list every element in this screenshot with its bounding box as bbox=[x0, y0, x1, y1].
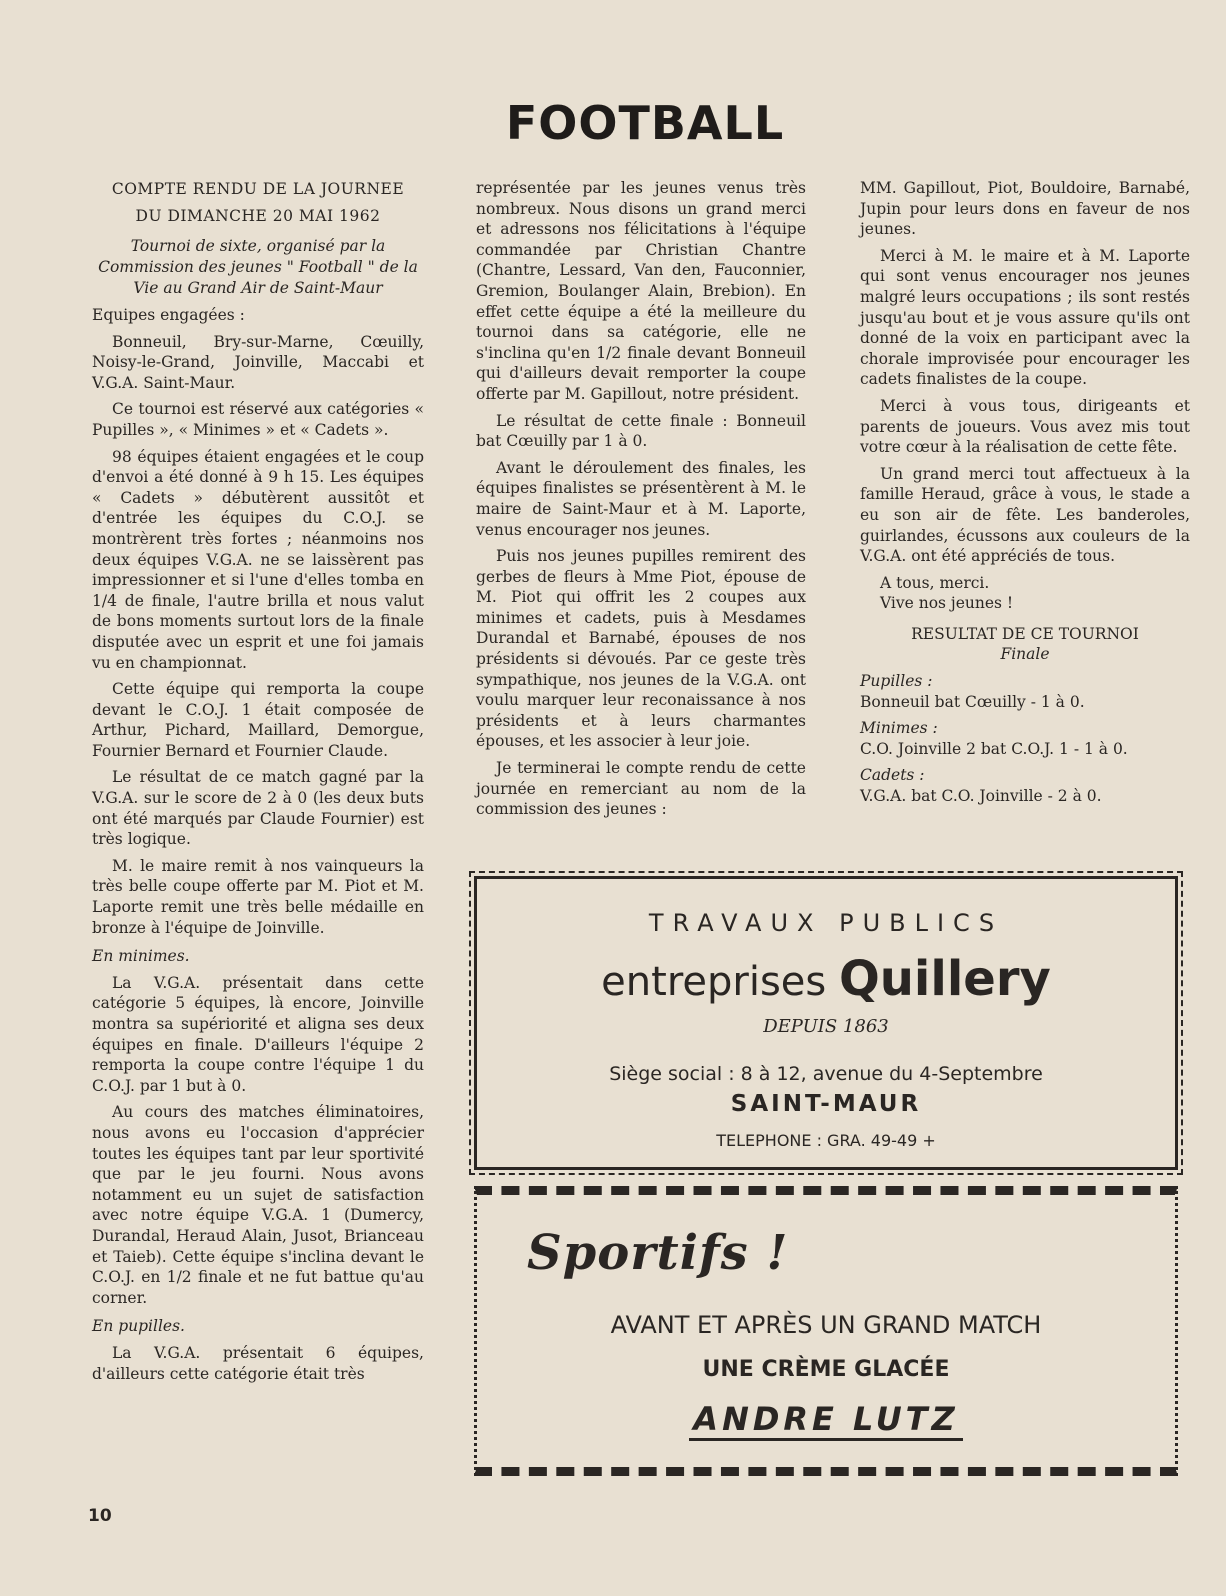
paragraph: représentée par les jeunes venus très nombreux. Nous disons un grand merci et adressons nos félicitations à l'équipe commandée par Christian Chantre (Chantre, Lessard, Van den, Fauconnier, Gremion, Boulanger Alain, Brebion). En effet cette équipe a été la meilleure du tournoi dans sa catégorie, elle ne s'inclina qu'en 1/2 finale devant Bonneuil qui d'ailleurs devait remporter la coupe offerte par M. Gapillout, notre président. bbox=[476, 179, 806, 403]
ad-since: DEPUIS 1863 bbox=[763, 1016, 889, 1037]
section-heading: En pupilles. bbox=[92, 1317, 185, 1336]
page-number: 10 bbox=[88, 1506, 112, 1526]
column-1 bbox=[92, 176, 424, 1390]
result-heading: RESULTAT DE CE TOURNOI bbox=[911, 624, 1139, 643]
paragraph: Bonneuil, Bry-sur-Marne, Cœuilly, Noisy-le-Grand, Joinville, Maccabi et V.G.A. Saint-Maur. bbox=[92, 332, 424, 392]
result-line: Bonneuil bat Cœuilly - 1 à 0. bbox=[860, 692, 1085, 711]
paragraph: Equipes engagées : bbox=[92, 306, 245, 324]
paragraph: 98 équipes étaient engagées et le coup d'envoi a été donné à 9 h 15. Les équipes « Cadets » débutèrent aussitôt et d'entrée les équipes du C.O.J. se montrèrent très fortes ; néanmoins nos deux équipes V.G.A. ne se laissèrent pas impressionner et si l'une d'elles tomba en 1/4 de finale, l'autre brilla et nous valut de bons moments surtout lors de la finale disputée avec un esprit et une foi jamais vu en championnat. bbox=[92, 447, 424, 672]
ad-company-prefix: entreprises bbox=[601, 959, 827, 1005]
ad-tagline: AVANT ET APRÈS UN GRAND MATCH bbox=[610, 1311, 1042, 1339]
ad-city: SAINT-MAUR bbox=[730, 1091, 922, 1117]
quillery-advertisement bbox=[474, 876, 1178, 1170]
result-subheading: Finale bbox=[1000, 645, 1050, 664]
page-title: FOOTBALL bbox=[505, 96, 785, 150]
ad-company bbox=[477, 951, 1175, 1007]
paragraph: Cette équipe qui remporta la coupe devant le C.O.J. 1 était composée de Arthur, Pichard, Maillard, Demorgue, Fournier Bernard et Fournier Claude. bbox=[92, 680, 424, 760]
ad-phone: TELEPHONE : GRA. 49-49 + bbox=[716, 1131, 936, 1150]
paragraph: Le résultat de ce match gagné par la V.G.A. sur le score de 2 à 0 (les deux buts ont été marqués par Claude Fournier) est très logique. bbox=[92, 768, 424, 849]
result-category: Cadets : bbox=[860, 766, 925, 785]
paragraph: Au cours des matches éliminatoires, nous avons eu l'occasion d'apprécier toutes les équipes tant par leur sportivité que par le jeu fourni. Nous avons notamment eu un sujet de satisfaction avec notre équipe V.G.A. 1 (Dumercy, Durandal, Heraud Alain, Jusot, Brianceau et Taieb). Cette équipe s'inclina devant le C.O.J. en 1/2 finale et ne fut battue qu'au corner. bbox=[92, 1103, 424, 1307]
paragraph: Vive nos jeunes ! bbox=[880, 594, 1014, 613]
paragraph: La V.G.A. présentait 6 équipes, d'ailleurs cette catégorie était très bbox=[92, 1343, 424, 1383]
result-line: V.G.A. bat C.O. Joinville - 2 à 0. bbox=[860, 787, 1102, 806]
ad-address: Siège social : 8 à 12, avenue du 4-Septembre bbox=[609, 1063, 1043, 1085]
paragraph: Je terminerai le compte rendu de cette journée en remerciant au nom de la commission des jeunes : bbox=[476, 759, 806, 819]
paragraph: A tous, merci. bbox=[880, 573, 990, 592]
paragraph: Merci à M. le maire et à M. Laporte qui sont venus encourager nos jeunes malgré leurs occupations ; ils sont restés jusqu'au bout et je vous assure qu'ils ont donné de la voix en participant avec la chorale improvisée pour encourager les cadets finalistes de la coupe. bbox=[860, 246, 1190, 389]
section-heading: En minimes. bbox=[92, 947, 190, 966]
paragraph: Avant le déroulement des finales, les équipes finalistes se présentèrent à M. le maire de Saint-Maur et à M. Laporte, venus encourager nos jeunes. bbox=[476, 458, 806, 539]
result-category: Minimes : bbox=[860, 719, 938, 738]
result-line: C.O. Joinville 2 bat C.O.J. 1 - 1 à 0. bbox=[860, 739, 1128, 758]
paragraph: La V.G.A. présentait dans cette catégorie 5 équipes, là encore, Joinville montra sa supériorité et aligna ses deux équipes en finale. D'ailleurs l'équipe 2 remporta la coupe contre l'équipe 1 du C.O.J. par 1 but à 0. bbox=[92, 973, 424, 1095]
column-2 bbox=[476, 178, 806, 826]
ice-cream-advertisement bbox=[474, 1186, 1178, 1476]
paragraph: Un grand merci tout affectueux à la famille Heraud, grâce à vous, le stade a eu son air de fête. Les banderoles, guirlandes, écussons aux couleurs de la V.G.A. ont été appréciés de tous. bbox=[860, 464, 1190, 566]
paragraph: MM. Gapillout, Piot, Bouldoire, Barnabé, Jupin pour leurs dons en faveur de nos jeunes. bbox=[860, 179, 1190, 239]
paragraph: Ce tournoi est réservé aux catégories « Pupilles », « Minimes » et « Cadets ». bbox=[92, 400, 424, 439]
report-heading-line2: DU DIMANCHE 20 MAI 1962 bbox=[135, 207, 381, 225]
result-category: Pupilles : bbox=[860, 672, 933, 691]
ad-brand-script: Sportifs ! bbox=[527, 1225, 789, 1281]
report-heading-line1: COMPTE RENDU DE LA JOURNEE bbox=[111, 180, 405, 198]
paragraph: Puis nos jeunes pupilles remirent des gerbes de fleurs à Mme Piot, épouse de M. Piot qui offrit les 2 coupes aux minimes et cadets, puis à Mesdames Durandal et Barnabé, épouses de nos présidents si dévoués. Par ce geste très sympathique, nos jeunes de la V.G.A. ont voulu marquer leur reconaissance à nos présidents et à leurs charmantes épouses, et les associer à leur joie. bbox=[476, 547, 806, 751]
ad-maker bbox=[477, 1400, 1175, 1438]
ad-product: UNE CRÈME GLACÉE bbox=[702, 1357, 950, 1382]
column-3 bbox=[860, 178, 1190, 807]
ad-headline: TRAVAUX PUBLICS bbox=[648, 909, 1004, 937]
ad-maker-name: ANDRE LUTZ bbox=[689, 1400, 962, 1441]
paragraph: Le résultat de cette finale : Bonneuil bat Cœuilly par 1 à 0. bbox=[476, 411, 806, 451]
ad-company-name: Quillery bbox=[838, 951, 1051, 1007]
paragraph: M. le maire remit à nos vainqueurs la très belle coupe offerte par M. Piot et M. Laporte remit une très belle médaille en bronze à l'équipe de Joinville. bbox=[92, 856, 424, 937]
tournament-intro: Tournoi de sixte, organisé par la Commission des jeunes " Football " de la Vie au Grand Air de Saint-Maur bbox=[98, 237, 418, 297]
report-heading bbox=[92, 176, 424, 230]
paragraph: Merci à vous tous, dirigeants et parents de joueurs. Vous avez mis tout votre cœur à la réalisation de cette fête. bbox=[860, 396, 1190, 457]
